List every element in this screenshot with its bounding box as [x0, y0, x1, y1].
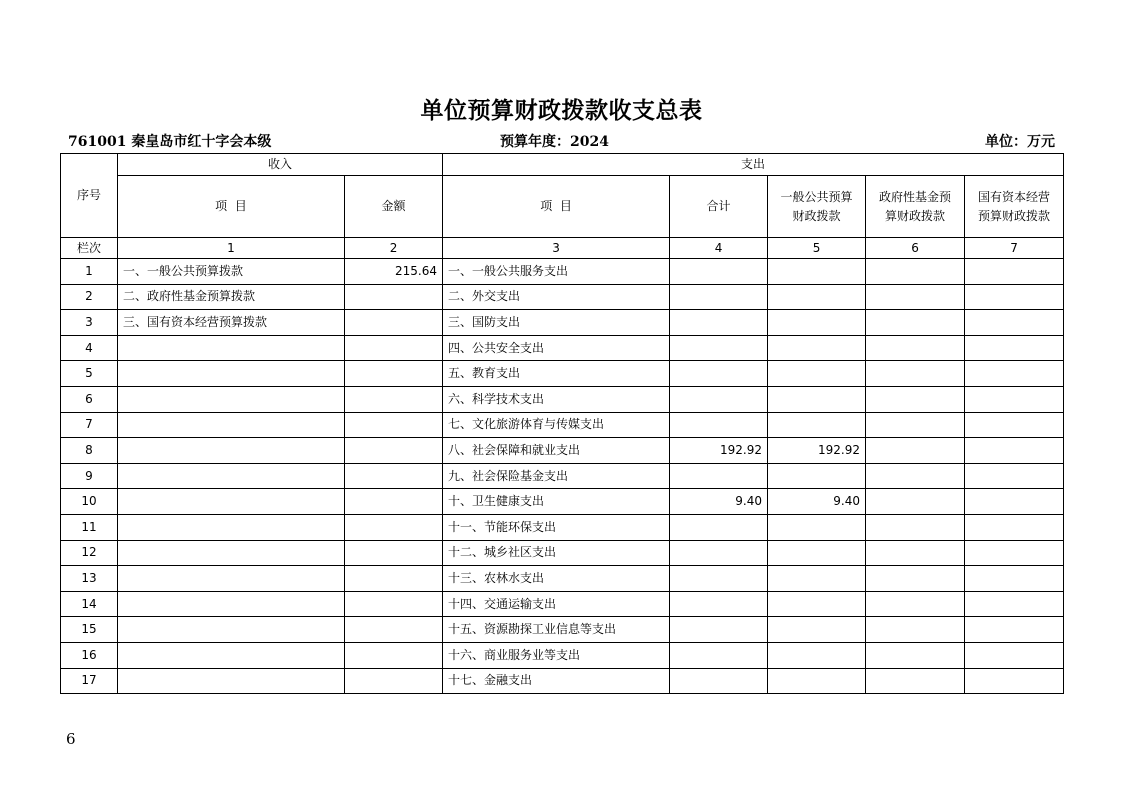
- income-item: 一、一般公共预算拨款: [118, 259, 345, 285]
- income-item: [118, 540, 345, 566]
- income-amount: [345, 361, 443, 387]
- col-num: 4: [670, 238, 768, 259]
- expense-gov-fund: [866, 438, 965, 464]
- income-item: [118, 591, 345, 617]
- table-row: [61, 361, 1064, 387]
- income-amount: [345, 566, 443, 592]
- income-amount: [345, 386, 443, 412]
- expense-item: 一、一般公共服务支出: [443, 259, 670, 285]
- expense-gov-fund: [866, 591, 965, 617]
- expense-item: 七、文化旅游体育与传媒支出: [443, 412, 670, 438]
- expense-item: 九、社会保险基金支出: [443, 463, 670, 489]
- table-row: [61, 284, 1064, 310]
- expense-item: 十、卫生健康支出: [443, 489, 670, 515]
- expense-general-budget: [768, 514, 866, 540]
- expense-state-capital: [965, 668, 1064, 694]
- income-amount: [345, 438, 443, 464]
- expense-general-budget: [768, 361, 866, 387]
- expense-total: [670, 259, 768, 285]
- expense-general-budget: [768, 591, 866, 617]
- row-seq: 17: [61, 668, 118, 694]
- income-item: 三、国有资本经营预算拨款: [118, 310, 345, 336]
- expense-item: 二、外交支出: [443, 284, 670, 310]
- expense-general-budget: [768, 310, 866, 336]
- row-seq: 6: [61, 386, 118, 412]
- expense-item: 三、国防支出: [443, 310, 670, 336]
- table-row: [61, 489, 1064, 515]
- header-state-capital: 国有资本经营预算财政拨款: [965, 176, 1064, 238]
- header-income: 收入: [118, 154, 443, 176]
- table-row: [61, 463, 1064, 489]
- expense-item: 八、社会保障和就业支出: [443, 438, 670, 464]
- table-row: [61, 438, 1064, 464]
- expense-general-budget: 9.40: [768, 489, 866, 515]
- expense-state-capital: [965, 489, 1064, 515]
- expense-state-capital: [965, 642, 1064, 668]
- expense-gov-fund: [866, 489, 965, 515]
- header-general-budget: 一般公共预算财政拨款: [768, 176, 866, 238]
- expense-gov-fund: [866, 617, 965, 643]
- table-row: [61, 412, 1064, 438]
- unit-label: 单位：万元: [985, 134, 1055, 150]
- expense-gov-fund: [866, 463, 965, 489]
- expense-item: 十七、金融支出: [443, 668, 670, 694]
- row-seq: 8: [61, 438, 118, 464]
- income-amount: [345, 591, 443, 617]
- income-amount: [345, 489, 443, 515]
- expense-total: [670, 668, 768, 694]
- expense-total: [670, 617, 768, 643]
- expense-state-capital: [965, 438, 1064, 464]
- income-amount: [345, 310, 443, 336]
- expense-state-capital: [965, 310, 1064, 336]
- expense-total: [670, 566, 768, 592]
- income-item: [118, 438, 345, 464]
- row-seq: 1: [61, 259, 118, 285]
- income-item: [118, 386, 345, 412]
- row-seq: 15: [61, 617, 118, 643]
- expense-general-budget: [768, 412, 866, 438]
- expense-total: [670, 463, 768, 489]
- expense-item: 十三、农林水支出: [443, 566, 670, 592]
- expense-total: [670, 540, 768, 566]
- expense-state-capital: [965, 514, 1064, 540]
- expense-general-budget: [768, 386, 866, 412]
- expense-total: [670, 412, 768, 438]
- expense-total: [670, 591, 768, 617]
- expense-state-capital: [965, 591, 1064, 617]
- income-item: [118, 642, 345, 668]
- income-amount: [345, 540, 443, 566]
- row-seq: 3: [61, 310, 118, 336]
- table-row: [61, 617, 1064, 643]
- row-seq: 9: [61, 463, 118, 489]
- expense-item: 十六、商业服务业等支出: [443, 642, 670, 668]
- expense-state-capital: [965, 335, 1064, 361]
- income-item: [118, 514, 345, 540]
- expense-state-capital: [965, 284, 1064, 310]
- row-seq: 12: [61, 540, 118, 566]
- expense-gov-fund: [866, 642, 965, 668]
- expense-general-budget: [768, 642, 866, 668]
- header-income-item: 项 目: [118, 176, 345, 238]
- col-num: 5: [768, 238, 866, 259]
- budget-table: [60, 153, 1064, 694]
- income-item: [118, 361, 345, 387]
- col-num: 7: [965, 238, 1064, 259]
- expense-gov-fund: [866, 310, 965, 336]
- expense-total: [670, 361, 768, 387]
- col-label: 栏次: [61, 238, 118, 259]
- page-title: 单位预算财政拨款收支总表: [420, 97, 703, 124]
- expense-general-budget: [768, 463, 866, 489]
- expense-general-budget: 192.92: [768, 438, 866, 464]
- income-amount: [345, 642, 443, 668]
- expense-general-budget: [768, 617, 866, 643]
- expense-total: [670, 335, 768, 361]
- expense-item: 十二、城乡社区支出: [443, 540, 670, 566]
- expense-total: 192.92: [670, 438, 768, 464]
- expense-total: [670, 284, 768, 310]
- row-seq: 11: [61, 514, 118, 540]
- unit-code: 761001 秦皇岛市红十字会本级: [68, 134, 272, 150]
- table-row: [61, 540, 1064, 566]
- expense-gov-fund: [866, 386, 965, 412]
- row-seq: 4: [61, 335, 118, 361]
- header-expense: 支出: [443, 154, 1064, 176]
- expense-item: 十五、资源勘探工业信息等支出: [443, 617, 670, 643]
- col-num: 2: [345, 238, 443, 259]
- table-row: [61, 642, 1064, 668]
- income-item: [118, 335, 345, 361]
- col-num: 6: [866, 238, 965, 259]
- table-row: [61, 259, 1064, 285]
- income-amount: [345, 284, 443, 310]
- expense-total: [670, 514, 768, 540]
- row-seq: 2: [61, 284, 118, 310]
- income-item: [118, 463, 345, 489]
- row-seq: 14: [61, 591, 118, 617]
- income-amount: [345, 335, 443, 361]
- expense-state-capital: [965, 463, 1064, 489]
- expense-state-capital: [965, 617, 1064, 643]
- expense-item: 十一、节能环保支出: [443, 514, 670, 540]
- expense-item: 四、公共安全支出: [443, 335, 670, 361]
- income-amount: [345, 514, 443, 540]
- row-seq: 13: [61, 566, 118, 592]
- expense-general-budget: [768, 668, 866, 694]
- income-amount: [345, 668, 443, 694]
- table-row: [61, 668, 1064, 694]
- income-item: [118, 668, 345, 694]
- income-amount: [345, 617, 443, 643]
- budget-year: 预算年度：2024: [500, 134, 609, 150]
- row-seq: 7: [61, 412, 118, 438]
- header-gov-fund: 政府性基金预算财政拨款: [866, 176, 965, 238]
- expense-total: [670, 386, 768, 412]
- expense-total: [670, 310, 768, 336]
- col-num: 1: [118, 238, 345, 259]
- expense-total: 9.40: [670, 489, 768, 515]
- expense-gov-fund: [866, 540, 965, 566]
- income-item: [118, 412, 345, 438]
- expense-state-capital: [965, 540, 1064, 566]
- expense-gov-fund: [866, 412, 965, 438]
- expense-gov-fund: [866, 335, 965, 361]
- expense-gov-fund: [866, 668, 965, 694]
- expense-state-capital: [965, 361, 1064, 387]
- expense-state-capital: [965, 566, 1064, 592]
- table-row: [61, 335, 1064, 361]
- col-num: 3: [443, 238, 670, 259]
- row-seq: 10: [61, 489, 118, 515]
- expense-state-capital: [965, 386, 1064, 412]
- expense-gov-fund: [866, 566, 965, 592]
- table-row: [61, 591, 1064, 617]
- expense-general-budget: [768, 284, 866, 310]
- expense-gov-fund: [866, 284, 965, 310]
- table-row: [61, 310, 1064, 336]
- expense-item: 十四、交通运输支出: [443, 591, 670, 617]
- income-item: 二、政府性基金预算拨款: [118, 284, 345, 310]
- expense-gov-fund: [866, 514, 965, 540]
- expense-total: [670, 642, 768, 668]
- expense-gov-fund: [866, 259, 965, 285]
- income-item: [118, 489, 345, 515]
- expense-general-budget: [768, 540, 866, 566]
- expense-gov-fund: [866, 361, 965, 387]
- income-item: [118, 617, 345, 643]
- expense-general-budget: [768, 259, 866, 285]
- row-seq: 5: [61, 361, 118, 387]
- table-row: [61, 566, 1064, 592]
- table-row: [61, 386, 1064, 412]
- expense-general-budget: [768, 566, 866, 592]
- table-row: [61, 514, 1064, 540]
- header-total: 合计: [670, 176, 768, 238]
- income-item: [118, 566, 345, 592]
- expense-item: 六、科学技术支出: [443, 386, 670, 412]
- expense-general-budget: [768, 335, 866, 361]
- expense-state-capital: [965, 412, 1064, 438]
- income-amount: 215.64: [345, 259, 443, 285]
- row-seq: 16: [61, 642, 118, 668]
- page-number: 6: [66, 730, 76, 748]
- expense-state-capital: [965, 259, 1064, 285]
- header-amount: 金额: [345, 176, 443, 238]
- header-seq: 序号: [61, 154, 118, 238]
- income-amount: [345, 412, 443, 438]
- income-amount: [345, 463, 443, 489]
- header-expense-item: 项 目: [443, 176, 670, 238]
- expense-item: 五、教育支出: [443, 361, 670, 387]
